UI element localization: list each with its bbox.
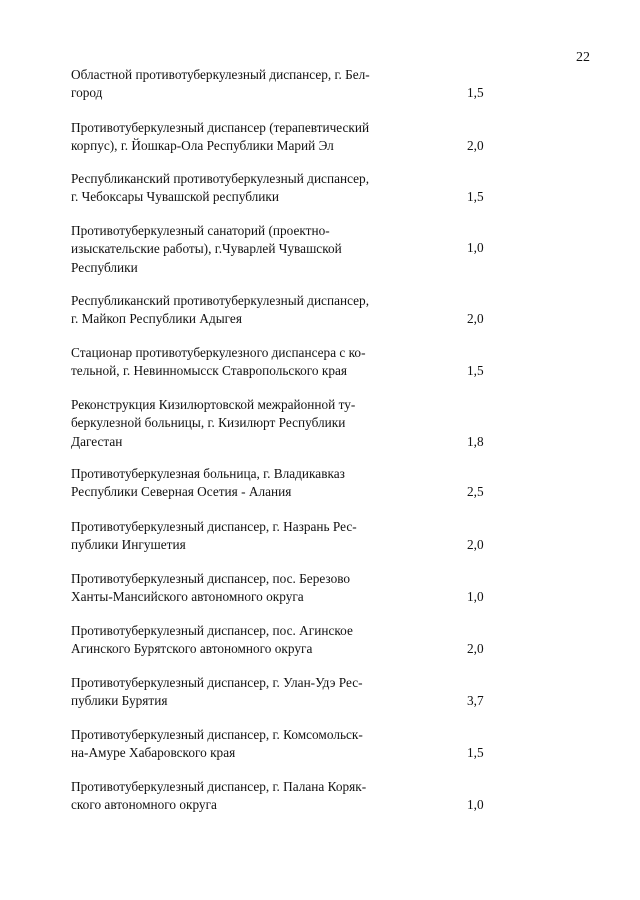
facility-name: Республиканский противотуберкулезный диспансер, г. Чебоксары Чувашской республики: [71, 171, 370, 205]
facility-name: Противотуберкулезный санаторий (проектно- изыскательские работы), г.Чуварлей Чувашской Республики: [71, 223, 342, 275]
amount-value: 2,5: [467, 484, 484, 500]
facility-name: Стационар противотуберкулезного диспансера с ко- тельной, г. Невинномысск Ставропольского края: [71, 345, 366, 379]
amount-value: 1,0: [467, 797, 484, 813]
amount-value: 3,7: [467, 693, 484, 709]
facility-name: Противотуберкулезный диспансер, г. Палана Коряк- ского автономного округа: [71, 779, 367, 813]
amount-value: 1,0: [467, 589, 484, 605]
facility-name: Областной противотуберкулезный диспансер, г. Бел- город: [71, 67, 370, 101]
facility-name: Реконструкция Кизилюртовской межрайонной ту- беркулезной больницы, г. Кизилюрт Республики Дагестан: [71, 397, 356, 449]
amount-value: 1,5: [467, 363, 484, 379]
amount-value: 1,5: [467, 189, 484, 205]
facility-name: Противотуберкулезный диспансер, пос. Березово Ханты-Мансийского автономного округа: [71, 571, 351, 605]
facility-name: Республиканский противотуберкулезный диспансер, г. Майкоп Республики Адыгея: [71, 293, 370, 327]
facility-name: Противотуберкулезный диспансер, г. Комсомольск- на-Амуре Хабаровского края: [71, 727, 363, 761]
amount-value: 2,0: [467, 311, 484, 327]
amount-value: 2,0: [467, 138, 484, 154]
facility-name: Противотуберкулезный диспансер, г. Назрань Рес- публики Ингушетия: [71, 519, 357, 553]
amount-value: 1,0: [467, 240, 484, 255]
amount-value: 1,5: [467, 745, 484, 761]
page-number: 22: [576, 50, 590, 65]
facility-name: Противотуберкулезный диспансер, г. Улан-Удэ Рес- публики Бурятия: [71, 675, 363, 709]
amount-value: 1,5: [467, 85, 484, 101]
facility-name: Противотуберкулезная больница, г. Владикавказ Республики Северная Осетия - Алания: [71, 466, 345, 500]
facility-name: Противотуберкулезный диспансер, пос. Агинское Агинского Бурятского автономного округа: [71, 623, 353, 657]
facility-name: Противотуберкулезный диспансер (терапевтический корпус), г. Йошкар-Ола Республики Марий Эл: [71, 120, 370, 154]
amount-value: 2,0: [467, 537, 484, 553]
amount-value: 1,8: [467, 434, 484, 449]
amount-value: 2,0: [467, 641, 484, 657]
